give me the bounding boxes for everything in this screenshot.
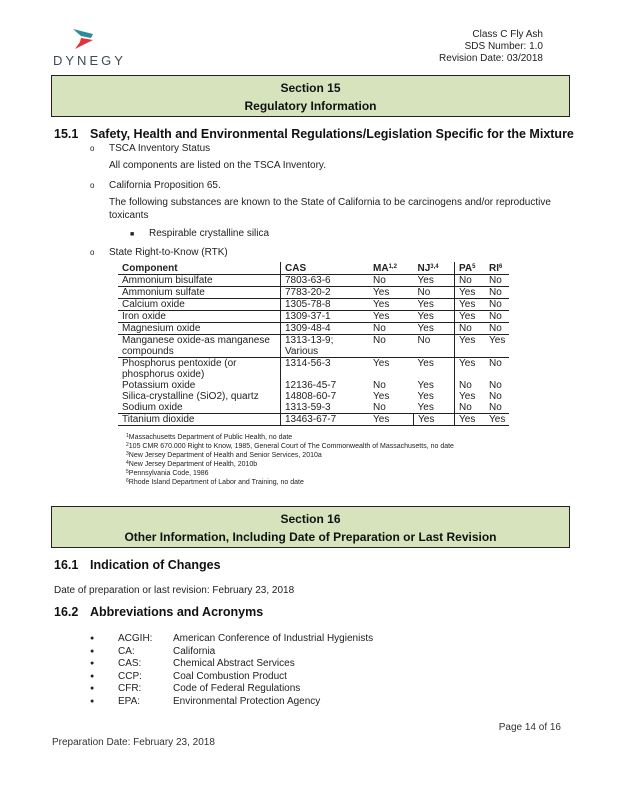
cell-nj: Yes <box>417 380 434 391</box>
cell-component: Potassium oxide <box>122 380 196 391</box>
table-header-row <box>118 262 509 275</box>
footnote-text: Rhode Island Department of Labor and Training, no date <box>128 479 304 486</box>
cell-pa: No <box>455 323 486 335</box>
footnote-text: 105 CMR 670.000 Right to Know, 1985, General Court of The Commonwealth of Massachusetts, no date <box>128 443 454 450</box>
heading-number: 15.1 <box>54 127 79 141</box>
cell-cas: 7803-63-6 <box>281 275 370 287</box>
abbreviation-value: Environmental Protection Agency <box>173 695 321 707</box>
list-item <box>90 683 373 696</box>
abbreviations-list <box>90 633 373 708</box>
cell-ri: No <box>485 287 509 299</box>
cell-pa: Yes <box>455 287 486 299</box>
bullet-prop65 <box>90 180 221 191</box>
heading-16-2 <box>54 605 263 619</box>
table-row <box>118 287 509 299</box>
cell-pa: Yes <box>455 335 486 358</box>
cell-nj: Yes <box>414 311 455 323</box>
section-15-title: Section 15 <box>280 81 341 95</box>
dynegy-logo <box>53 28 125 68</box>
cell-ri: No <box>489 380 502 391</box>
abbreviation-key: CAS: <box>118 658 142 669</box>
footnote <box>126 460 454 469</box>
revision-date: Revision Date: 03/2018 <box>439 53 543 64</box>
abbreviation-key: ACGIH: <box>118 633 153 644</box>
cell-nj: Yes <box>414 402 455 414</box>
square-bullet-icon: ■ <box>130 231 135 238</box>
footnote <box>126 442 454 451</box>
bullet-label: State Right-to-Know (RTK) <box>109 247 228 258</box>
logo-text: DYNEGY <box>53 53 126 68</box>
cell-ma: No <box>369 402 414 414</box>
cell-cas: 1313-13-9; Various <box>281 335 370 358</box>
dot-bullet-icon: ● <box>90 660 95 667</box>
abbreviation-key: CCP: <box>118 670 142 682</box>
dot-bullet-icon: ● <box>90 697 95 705</box>
cell-component: Calcium oxide <box>118 299 281 311</box>
cell-component: Iron oxide <box>118 311 281 323</box>
cell-ma: Yes <box>369 299 414 311</box>
section-16-subtitle: Other Information, Including Date of Preparation or Last Revision <box>124 530 497 544</box>
cell-ma: Yes <box>373 391 390 402</box>
cell-nj: No <box>414 335 455 358</box>
cell-nj: Yes <box>417 391 434 402</box>
cell-pa: Yes <box>455 391 486 402</box>
cell-cas: 14808-60-7 <box>281 391 370 402</box>
footnote <box>126 451 454 460</box>
section-15-subtitle: Regulatory Information <box>244 99 377 113</box>
cell-ma: Yes <box>373 414 390 425</box>
cell-ri: No <box>485 299 509 311</box>
rtk-footnotes <box>126 433 454 487</box>
cell-component: Magnesium oxide <box>118 323 281 335</box>
heading-number: 16.2 <box>54 605 79 619</box>
heading-16-1 <box>54 558 221 572</box>
footnote-text: New Jersey Department of Health and Senior Services, 2010a <box>128 452 322 459</box>
cell-nj: Yes <box>414 323 455 335</box>
bullet-rtk <box>90 247 228 258</box>
cell-pa: No <box>455 402 486 414</box>
cell-pa: Yes <box>455 358 486 381</box>
cell-nj: No <box>414 287 455 299</box>
cell-cas: 13463-67-7 <box>281 414 370 426</box>
cell-ri: No <box>489 391 502 402</box>
header-nj: NJ$^{3,4}$ <box>414 262 455 275</box>
list-item <box>90 658 373 671</box>
prop65-text: The following substances are known to the State of California to be carcinogens and/or reproductive toxicants <box>109 197 551 221</box>
product-name: Class C Fly Ash <box>472 29 543 40</box>
footnote <box>126 478 454 487</box>
sds-number: SDS Number: 1.0 <box>464 41 543 52</box>
footnote <box>126 469 454 478</box>
cell-pa: Yes <box>455 299 486 311</box>
cell-ri: No <box>489 358 502 369</box>
cell-ri: No <box>485 311 509 323</box>
cell-pa: No <box>455 275 486 287</box>
footnote-marker: 3 <box>126 451 129 457</box>
cell-cas: 7783-20-2 <box>281 287 370 299</box>
table-row <box>118 358 509 381</box>
abbreviation-value: California <box>173 645 216 657</box>
abbreviation-value: Chemical Abstract Services <box>173 658 295 669</box>
footnote-marker: 6 <box>126 478 129 484</box>
cell-nj: Yes <box>417 358 434 369</box>
footnote-marker: 2 <box>126 442 129 448</box>
table-row <box>118 402 509 414</box>
header-cas: CAS <box>281 262 370 275</box>
cell-component: Ammonium bisulfate <box>118 275 281 287</box>
preparation-date-text: Date of preparation or last revision: February 23, 2018 <box>54 585 295 596</box>
table-row <box>118 323 509 335</box>
list-item <box>90 633 373 646</box>
list-item <box>90 696 373 709</box>
cell-component: Ammonium sulfate <box>118 287 281 299</box>
header-pa: $PA^5$ <box>455 262 486 275</box>
cell-cas: 12136-45-7 <box>281 380 370 391</box>
header-component: Component <box>118 262 281 275</box>
table-row <box>118 299 509 311</box>
abbreviation-value: Code of Federal Regulations <box>173 683 301 694</box>
circle-bullet-icon: o <box>90 181 95 190</box>
section-16-header <box>51 506 570 548</box>
dot-bullet-icon: ● <box>90 672 95 680</box>
cell-cas: 1309-37-1 <box>281 311 370 323</box>
cell-ri: Yes <box>489 414 506 425</box>
table-row <box>118 275 509 287</box>
cell-ma: No <box>373 380 386 391</box>
cell-ma: Yes <box>369 287 414 299</box>
prop65-item-text: Respirable crystalline silica <box>149 228 270 239</box>
cell-component: Sodium oxide <box>118 402 281 414</box>
page-number: Page 14 of 16 <box>498 722 561 733</box>
table-row <box>118 335 509 358</box>
section-16-title: Section 16 <box>280 512 341 526</box>
cell-pa: No <box>455 380 486 391</box>
cell-ri: No <box>485 275 509 287</box>
header-ma: MA$^{1,2}$ <box>369 262 414 275</box>
bullet-label: TSCA Inventory Status <box>109 143 211 154</box>
dot-bullet-icon: ● <box>90 647 95 655</box>
abbreviation-value: American Conference of Industrial Hygienists <box>173 633 374 644</box>
abbreviation-value: Coal Combustion Product <box>173 670 287 682</box>
header-ri: $RI^6$ <box>485 262 509 275</box>
footnote-marker: 1 <box>126 433 129 439</box>
heading-15-1 <box>54 127 574 141</box>
footnote <box>126 433 454 442</box>
cell-pa: Yes <box>455 311 486 323</box>
table-row <box>118 391 509 402</box>
prop65-item <box>130 228 269 239</box>
list-item <box>90 646 373 659</box>
cell-pa: Yes <box>455 414 486 426</box>
cell-cas: 1314-56-3 <box>281 358 370 381</box>
cell-nj: Yes <box>414 414 455 426</box>
list-item <box>90 671 373 684</box>
tsca-text: All components are listed on the TSCA Inventory. <box>109 160 326 171</box>
bullet-label: California Proposition 65. <box>109 180 221 191</box>
table-row <box>118 414 509 426</box>
heading-number: 16.1 <box>54 558 79 572</box>
cell-cas: 1313-59-3 <box>281 402 370 414</box>
cell-nj: Yes <box>414 275 455 287</box>
footnote-marker: 5 <box>126 469 129 475</box>
cell-ma: Yes <box>369 311 414 323</box>
document-header-info <box>439 29 543 65</box>
footnote-text: Massachusetts Department of Public Health, no date <box>128 434 293 441</box>
cell-ri: No <box>485 323 509 335</box>
dot-bullet-icon: ● <box>90 685 95 692</box>
table-row <box>118 380 509 391</box>
dot-bullet-icon: ● <box>90 635 95 642</box>
cell-ri: Yes <box>485 335 509 358</box>
cell-ri: No <box>485 402 509 414</box>
circle-bullet-icon: o <box>90 144 95 153</box>
cell-component: Phosphorus pentoxide (or phosphorus oxide) <box>122 358 237 380</box>
cell-ma: Yes <box>373 358 390 369</box>
abbreviation-key: EPA: <box>118 695 141 707</box>
heading-text: Indication of Changes <box>90 558 221 572</box>
table-row <box>118 311 509 323</box>
dynegy-logo-icon <box>71 28 97 50</box>
bullet-tsca <box>90 143 210 154</box>
heading-text: Abbreviations and Acronyms <box>90 605 264 619</box>
cell-ma: No <box>369 275 414 287</box>
cell-ma: No <box>369 335 414 358</box>
cell-nj: Yes <box>414 299 455 311</box>
cell-cas: 1309-48-4 <box>281 323 370 335</box>
cell-cas: 1305-78-8 <box>281 299 370 311</box>
heading-text: Safety, Health and Environmental Regulations/Legislation Specific for the Mixture <box>90 127 574 141</box>
rtk-table <box>118 262 509 426</box>
cell-component: Manganese oxide-as manganese compounds <box>118 335 281 358</box>
abbreviation-key: CFR: <box>118 683 142 694</box>
footer-preparation-date: Preparation Date: February 23, 2018 <box>52 737 215 748</box>
cell-component: Silica-crystalline (SiO2), quartz <box>122 391 259 402</box>
cell-component: Titanium dioxide <box>122 414 195 425</box>
footnote-text: Pennsylvania Code, 1986 <box>128 470 209 477</box>
footnote-text: New Jersey Department of Health, 2010b <box>128 461 258 468</box>
circle-bullet-icon: o <box>90 248 95 257</box>
abbreviation-key: CA: <box>118 645 135 657</box>
section-15-header <box>51 75 570 117</box>
footnote-marker: 4 <box>126 460 129 466</box>
cell-ma: No <box>369 323 414 335</box>
